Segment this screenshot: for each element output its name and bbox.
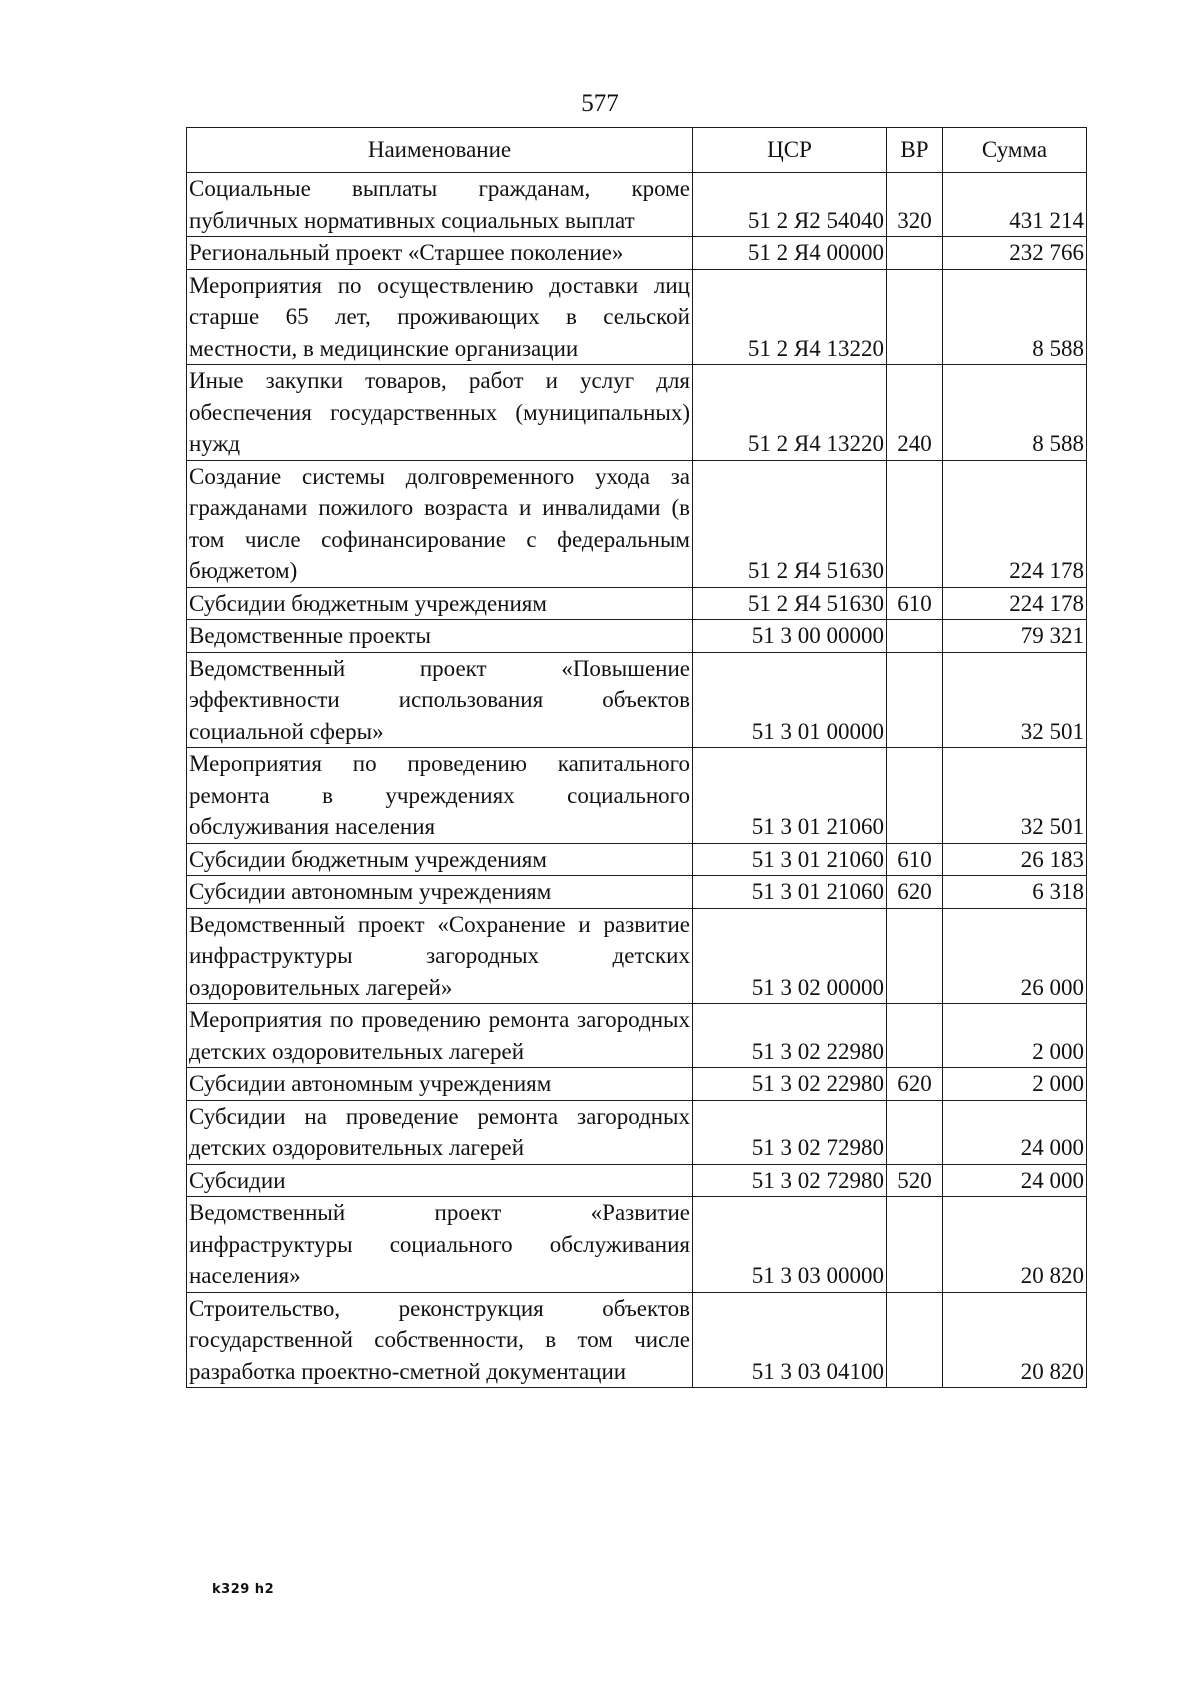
row-name: Субсидии bbox=[187, 1164, 693, 1197]
row-vr bbox=[887, 908, 943, 1004]
table-row bbox=[187, 620, 1087, 653]
row-csr: 51 3 02 22980 bbox=[693, 1068, 887, 1101]
row-sum: 79 321 bbox=[943, 620, 1087, 653]
row-name: Социальные выплаты гражданам, кроме публичных нормативных социальных выплат bbox=[187, 173, 693, 237]
row-name: Строительство, реконструкция объектов государственной собственности, в том числе разработка проектно-сметной документации bbox=[187, 1292, 693, 1388]
row-name: Субсидии автономным учреждениям bbox=[187, 1068, 693, 1101]
row-name: Мероприятия по осуществлению доставки лиц старше 65 лет, проживающих в сельской местности, в медицинские организации bbox=[187, 269, 693, 365]
row-sum: 2 000 bbox=[943, 1004, 1087, 1068]
row-name: Мероприятия по проведению капитального ремонта в учреждениях социального обслуживания населения bbox=[187, 748, 693, 844]
row-sum: 20 820 bbox=[943, 1197, 1087, 1293]
row-csr: 51 3 01 21060 bbox=[693, 843, 887, 876]
table-row bbox=[187, 1004, 1087, 1068]
row-csr: 51 2 Я4 51630 bbox=[693, 460, 887, 587]
header-vr: ВР bbox=[887, 128, 943, 173]
row-vr: 610 bbox=[887, 587, 943, 620]
row-csr: 51 3 03 00000 bbox=[693, 1197, 887, 1293]
row-sum: 32 501 bbox=[943, 748, 1087, 844]
row-vr: 620 bbox=[887, 1068, 943, 1101]
row-sum: 224 178 bbox=[943, 460, 1087, 587]
row-vr bbox=[887, 1292, 943, 1388]
table-row bbox=[187, 1164, 1087, 1197]
table-row bbox=[187, 652, 1087, 748]
row-csr: 51 3 01 21060 bbox=[693, 748, 887, 844]
row-csr: 51 3 02 72980 bbox=[693, 1164, 887, 1197]
row-name: Ведомственные проекты bbox=[187, 620, 693, 653]
row-name: Создание системы долговременного ухода за гражданами пожилого возраста и инвалидами (в том числе софинансирование с федеральным бюджетом) bbox=[187, 460, 693, 587]
row-name: Ведомственный проект «Повышение эффективности использования объектов социальной сферы» bbox=[187, 652, 693, 748]
table-row bbox=[187, 908, 1087, 1004]
row-csr: 51 3 00 00000 bbox=[693, 620, 887, 653]
row-name: Субсидии бюджетным учреждениям bbox=[187, 587, 693, 620]
row-vr: 520 bbox=[887, 1164, 943, 1197]
row-csr: 51 2 Я4 13220 bbox=[693, 269, 887, 365]
row-csr: 51 2 Я2 54040 bbox=[693, 173, 887, 237]
row-name: Региональный проект «Старшее поколение» bbox=[187, 237, 693, 270]
row-csr: 51 2 Я4 13220 bbox=[693, 365, 887, 461]
row-csr: 51 2 Я4 00000 bbox=[693, 237, 887, 270]
row-vr bbox=[887, 1004, 943, 1068]
row-name: Субсидии на проведение ремонта загородных детских оздоровительных лагерей bbox=[187, 1100, 693, 1164]
row-sum: 24 000 bbox=[943, 1100, 1087, 1164]
row-csr: 51 3 01 00000 bbox=[693, 652, 887, 748]
row-name: Иные закупки товаров, работ и услуг для обеспечения государственных (муниципальных) нужд bbox=[187, 365, 693, 461]
row-sum: 431 214 bbox=[943, 173, 1087, 237]
page-number: 577 bbox=[581, 90, 619, 117]
row-csr: 51 3 03 04100 bbox=[693, 1292, 887, 1388]
table-row bbox=[187, 1197, 1087, 1293]
budget-table bbox=[186, 127, 1087, 1388]
row-csr: 51 3 02 00000 bbox=[693, 908, 887, 1004]
row-vr: 610 bbox=[887, 843, 943, 876]
row-vr bbox=[887, 620, 943, 653]
row-vr: 320 bbox=[887, 173, 943, 237]
row-name: Субсидии автономным учреждениям bbox=[187, 876, 693, 909]
header-name: Наименование bbox=[187, 128, 693, 173]
row-sum: 6 318 bbox=[943, 876, 1087, 909]
row-name: Ведомственный проект «Развитие инфраструктуры социального обслуживания населения» bbox=[187, 1197, 693, 1293]
row-vr: 620 bbox=[887, 876, 943, 909]
row-sum: 20 820 bbox=[943, 1292, 1087, 1388]
row-name: Субсидии бюджетным учреждениям bbox=[187, 843, 693, 876]
row-vr bbox=[887, 748, 943, 844]
table-row bbox=[187, 1292, 1087, 1388]
row-sum: 224 178 bbox=[943, 587, 1087, 620]
row-sum: 232 766 bbox=[943, 237, 1087, 270]
row-vr bbox=[887, 237, 943, 270]
table-row bbox=[187, 365, 1087, 461]
row-sum: 8 588 bbox=[943, 365, 1087, 461]
row-sum: 24 000 bbox=[943, 1164, 1087, 1197]
row-sum: 26 183 bbox=[943, 843, 1087, 876]
row-vr bbox=[887, 1100, 943, 1164]
table-row bbox=[187, 587, 1087, 620]
row-sum: 2 000 bbox=[943, 1068, 1087, 1101]
row-sum: 8 588 bbox=[943, 269, 1087, 365]
row-csr: 51 3 02 72980 bbox=[693, 1100, 887, 1164]
row-vr bbox=[887, 460, 943, 587]
footer-code: k329 h2 bbox=[212, 1582, 275, 1597]
row-csr: 51 2 Я4 51630 bbox=[693, 587, 887, 620]
row-sum: 26 000 bbox=[943, 908, 1087, 1004]
row-vr bbox=[887, 269, 943, 365]
table-row bbox=[187, 843, 1087, 876]
table-row bbox=[187, 1068, 1087, 1101]
table-row bbox=[187, 460, 1087, 587]
table-row bbox=[187, 748, 1087, 844]
row-name: Мероприятия по проведению ремонта загородных детских оздоровительных лагерей bbox=[187, 1004, 693, 1068]
table-row bbox=[187, 173, 1087, 237]
table-header-row bbox=[187, 128, 1087, 173]
table-row bbox=[187, 876, 1087, 909]
row-vr bbox=[887, 652, 943, 748]
row-sum: 32 501 bbox=[943, 652, 1087, 748]
row-vr: 240 bbox=[887, 365, 943, 461]
row-name: Ведомственный проект «Сохранение и развитие инфраструктуры загородных детских оздоровительных лагерей» bbox=[187, 908, 693, 1004]
table-row bbox=[187, 269, 1087, 365]
row-csr: 51 3 02 22980 bbox=[693, 1004, 887, 1068]
table-row bbox=[187, 1100, 1087, 1164]
table-row bbox=[187, 237, 1087, 270]
header-csr: ЦСР bbox=[693, 128, 887, 173]
row-vr bbox=[887, 1197, 943, 1293]
header-sum: Сумма bbox=[943, 128, 1087, 173]
row-csr: 51 3 01 21060 bbox=[693, 876, 887, 909]
